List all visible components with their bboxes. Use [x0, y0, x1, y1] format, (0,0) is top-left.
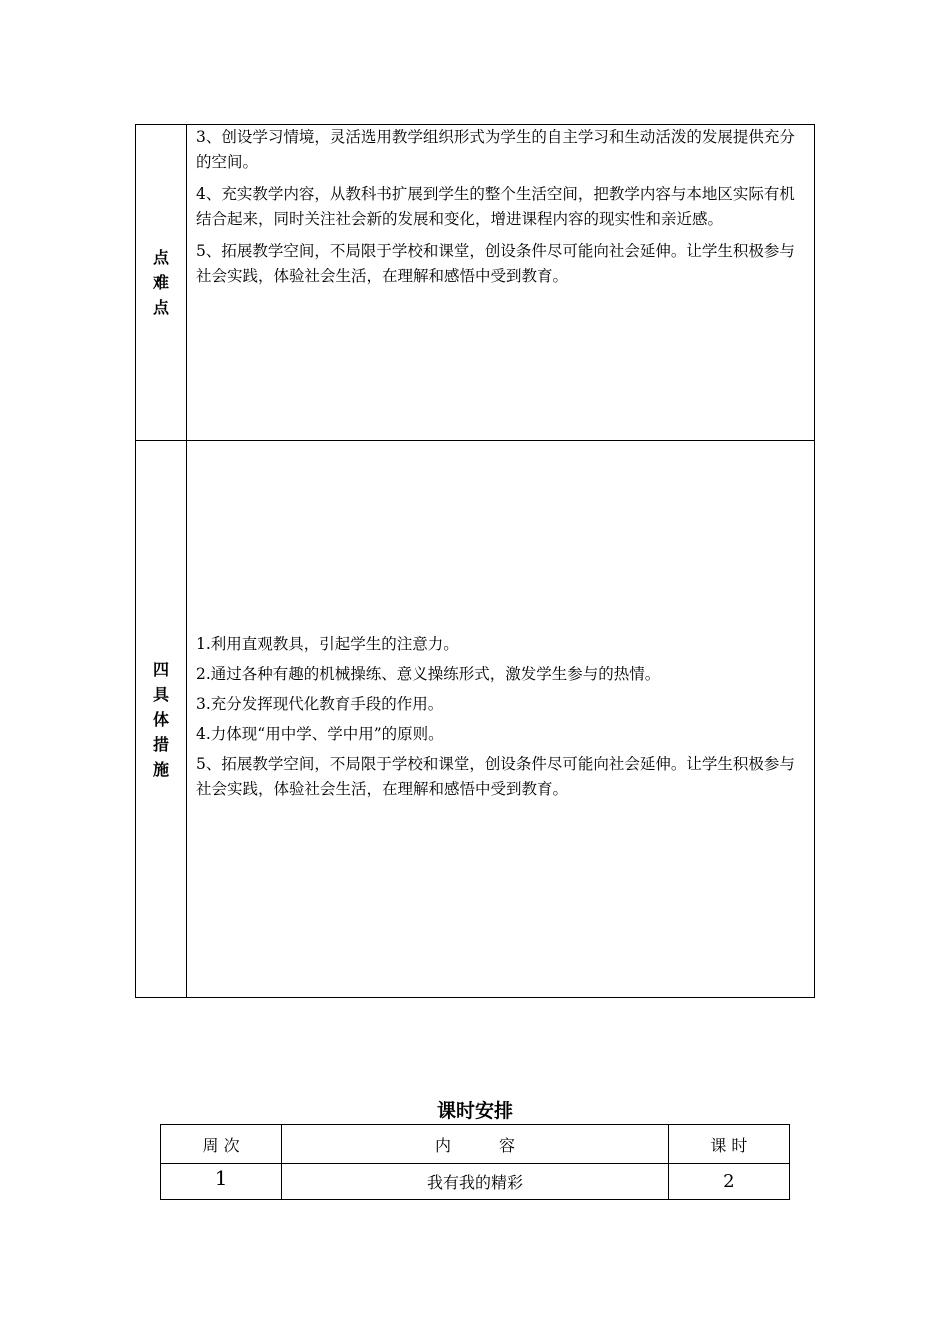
- label-char: 措: [152, 734, 169, 754]
- label-char: 体: [152, 709, 169, 729]
- label-char: 难: [152, 273, 169, 292]
- key-difficulties-label: [136, 125, 187, 441]
- paragraph: 4、充实教学内容，从教科书扩展到学生的整个生活空间，把教学内容与本地区实际有机结合起来，同时关注社会新的发展和变化，增进课程内容的现实性和亲近感。: [196, 185, 795, 228]
- cell-week: [161, 1164, 282, 1200]
- paragraph: 3、创设学习情境，灵活选用教学组织形式为学生的自主学习和生动活泼的发展提供充分的空间。: [196, 128, 795, 171]
- header-hours: 课 时: [668, 1125, 789, 1164]
- hours-value: 2: [723, 1171, 735, 1192]
- cell-hours: [668, 1164, 789, 1200]
- key-difficulties-content: [187, 125, 815, 441]
- measures-content: [187, 441, 815, 998]
- key-difficulties-row: [136, 125, 815, 441]
- paragraph: 2.通过各种有趣的机械操练、意义操练形式，激发学生参与的热情。: [196, 664, 661, 683]
- label-char: 具: [152, 684, 169, 704]
- paragraph: 4.力体现“用中学、学中用”的原则。: [196, 724, 444, 743]
- label-char: 点: [152, 248, 169, 267]
- paragraph: 1.利用直观教具，引起学生的注意力。: [196, 634, 459, 653]
- label-char: 施: [152, 759, 169, 779]
- label-char: 四: [152, 659, 169, 679]
- schedule-table: [160, 1124, 790, 1200]
- paragraph: 5、拓展教学空间，不局限于学校和课堂，创设条件尽可能向社会延伸。让学生积极参与社会实践，体验社会生活，在理解和感悟中受到教育。: [196, 754, 795, 798]
- schedule-title: 课时安排: [436, 1100, 513, 1122]
- week-value: 1: [214, 1165, 228, 1190]
- schedule-header-row: [161, 1125, 790, 1164]
- paragraph: 3.充分发挥现代化教育手段的作用。: [196, 694, 444, 713]
- measures-label: [136, 441, 187, 998]
- header-content: 内 容: [282, 1125, 669, 1164]
- cell-content: 我有我的精彩: [282, 1164, 669, 1200]
- label-char: 点: [152, 298, 169, 317]
- measures-row: [136, 441, 815, 998]
- table-row: [161, 1164, 790, 1200]
- paragraph: 5、拓展教学空间，不局限于学校和课堂，创设条件尽可能向社会延伸。让学生积极参与社会实践，体验社会生活，在理解和感悟中受到教育。: [196, 242, 795, 285]
- header-week: 周 次: [161, 1125, 282, 1164]
- teaching-plan-table: [135, 124, 815, 998]
